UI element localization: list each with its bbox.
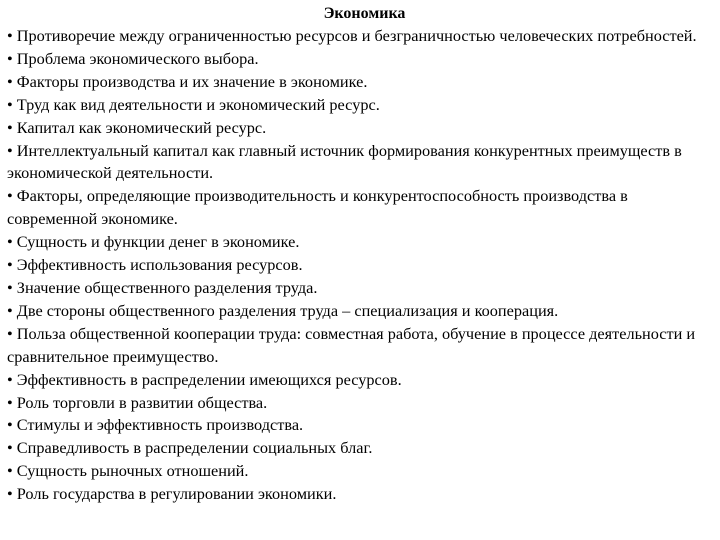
- bullet: •: [7, 392, 13, 412]
- bullet: •: [7, 484, 13, 504]
- list-item: [7, 392, 710, 415]
- list-item: [7, 117, 710, 140]
- list-item: [7, 483, 710, 506]
- list-item: [7, 254, 710, 277]
- bullet: •: [7, 461, 13, 481]
- list-item: [7, 369, 710, 392]
- bullet: •: [7, 438, 13, 458]
- list-item-text: Справедливость в распределении социальных благ.: [16, 438, 373, 458]
- list-item-text: Проблема экономического выбора.: [16, 48, 259, 68]
- list-item: [7, 414, 710, 437]
- list-item-text: Роль государства в регулировании экономики.: [16, 484, 337, 504]
- list-item-text: Роль торговли в развитии общества.: [16, 392, 268, 412]
- list-item-text: Эффективность использования ресурсов.: [16, 255, 303, 275]
- list-item: [7, 25, 710, 48]
- bullet: •: [7, 323, 13, 343]
- document-title: Экономика: [323, 5, 406, 22]
- list-item: [7, 231, 710, 254]
- bullet: •: [7, 94, 13, 114]
- list-item-text: Факторы производства и их значение в экономике.: [16, 71, 368, 91]
- list-item: [7, 71, 710, 94]
- bullet: •: [7, 415, 13, 435]
- list-item-text: Польза общественной кооперации труда: совместная работа, обучение в процессе деятельности и сравнительное преимущество.: [7, 323, 696, 366]
- bullet: •: [7, 71, 13, 91]
- list-item-text: Стимулы и эффективность производства.: [16, 415, 304, 435]
- list-item-text: Значение общественного разделения труда.: [16, 277, 318, 297]
- list-item: [7, 185, 710, 231]
- bullet: •: [7, 117, 13, 137]
- bullet: •: [7, 232, 13, 252]
- list-item: [7, 94, 710, 117]
- bullet: •: [7, 140, 13, 160]
- list-item: [7, 460, 710, 483]
- bullet: •: [7, 300, 13, 320]
- list-item: [7, 300, 710, 323]
- list-item-text: Две стороны общественного разделения труда – специализация и кооперация.: [16, 300, 559, 320]
- list-item: [7, 48, 710, 71]
- bullet: •: [7, 186, 13, 206]
- bullet: •: [7, 48, 13, 68]
- list-item-text: Факторы, определяющие производительность и конкурентоспособность производства в современной экономике.: [7, 186, 628, 229]
- list-item-text: Эффективность в распределении имеющихся ресурсов.: [16, 369, 402, 389]
- list-item-text: Противоречие между ограниченностью ресурсов и безграничностью человеческих потребностей.: [16, 26, 697, 45]
- bullet: •: [7, 26, 13, 45]
- bullet: •: [7, 255, 13, 275]
- list-item: [7, 437, 710, 460]
- list-item-text: Сущность рыночных отношений.: [16, 461, 249, 481]
- list-item: [7, 140, 710, 186]
- list-item-text: Интеллектуальный капитал как главный источник формирования конкурентных преимуществ в экономической деятельности.: [7, 140, 682, 183]
- list-item: [7, 277, 710, 300]
- list-item-text: Труд как вид деятельности и экономический ресурс.: [16, 94, 380, 114]
- list-item-text: Сущность и функции денег в экономике.: [16, 232, 300, 252]
- bullet: •: [7, 277, 13, 297]
- topic-list: [7, 25, 710, 506]
- list-item: [7, 323, 710, 369]
- list-item-text: Капитал как экономический ресурс.: [16, 117, 267, 137]
- bullet: •: [7, 369, 13, 389]
